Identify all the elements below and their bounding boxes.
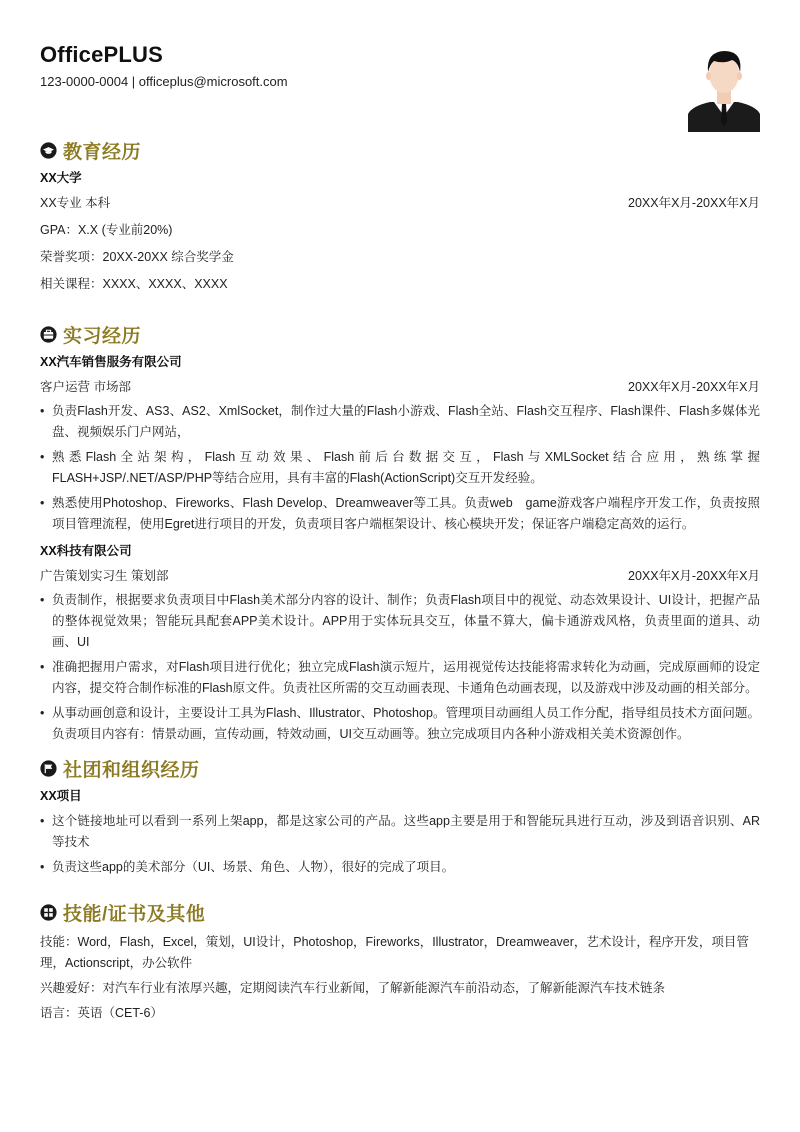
job-entry — [40, 539, 760, 745]
hobbies-line: 兴趣爱好：对汽车行业有浓厚兴趣，定期阅读汽车行业新闻，了解新能源汽车前沿动态，了解新能源汽车技术链条 — [40, 981, 666, 995]
major: XX专业 本科 — [40, 196, 111, 210]
job-role: 客户运营 市场部 — [40, 380, 131, 394]
gpa: GPA：X.X (专业前20%) — [40, 223, 173, 237]
clubs-title: 社团和组织经历 — [63, 759, 200, 781]
clubs-section — [40, 754, 760, 882]
education-dates: 20XX年X月-20XX年X月 — [628, 196, 760, 210]
bullet-item: • 熟悉使用Photoshop、Fireworks、Flash Develop、Dreamweaver等工具。负责web game游戏客户端程序开发工作，负责按照项目管理流程，使用Egret进行项目的开发，负责项目客户端框架设计、核心模块开发；保证客户端稳定高效的运行。 — [40, 493, 760, 535]
bullet-item: • 负责制作，根据要求负责项目中Flash美术部分内容的设计、制作；负责Flash项目中的视觉、动态效果设计、UI设计，把握产品的整体视觉效果；智能玩具配套APP美术设计。APP用于实体玩具交互，体量不算大，偏卡通游戏风格，负责里面的道具、动画、UI — [40, 590, 760, 653]
bullet-item: • 准确把握用户需求，对Flash项目进行优化；独立完成Flash演示短片，运用视觉传达技能将需求转化为动画，完成原画师的设定内容，提交符合制作标准的Flash原文件。负责社区所需的交互动画表现、卡通角色动画表现，以及游戏中涉及动画的相关部分。 — [40, 657, 760, 699]
skills-section — [40, 898, 760, 1028]
internship-title: 实习经历 — [63, 325, 142, 347]
project-name: XX项目 — [40, 789, 82, 803]
clubs-header — [40, 754, 760, 782]
avatar-photo — [688, 40, 760, 132]
education-section — [40, 136, 760, 298]
candidate-name: OfficePLUS — [40, 42, 164, 67]
flag-icon — [40, 760, 57, 777]
job-bullets — [40, 401, 760, 535]
grid-icon — [40, 904, 57, 921]
skills-line: 技能：Word，Flash，Excel，策划，UI设计，Photoshop，Fireworks，Illustrator，Dreamweaver，艺术设计，程序开发，项目管理，Actionscript，办公软件 — [40, 935, 749, 970]
job-dates: 20XX年X月-20XX年X月 — [628, 569, 760, 583]
job-dates: 20XX年X月-20XX年X月 — [628, 380, 760, 394]
job-bullets — [40, 590, 760, 745]
skills-header — [40, 898, 760, 926]
language-line: 语言：英语（CET-6） — [40, 1006, 163, 1020]
skills-title: 技能/证书及其他 — [63, 903, 206, 925]
honors: 荣誉奖项：20XX-20XX 综合奖学金 — [40, 250, 234, 264]
school-name: XX大学 — [40, 171, 82, 185]
bullet-item: • 负责Flash开发、AS3、AS2、XmlSocket，制作过大量的Flash小游戏、Flash全站、Flash交互程序、Flash课件、Flash多媒体光盘、视频娱乐门户网站， — [40, 401, 760, 443]
job-row — [40, 374, 760, 401]
job-row — [40, 563, 760, 590]
clubs-bullets — [40, 811, 760, 878]
bullet-item: • 负责这些app的美术部分（UI、场景、角色、人物），很好的完成了项目。 — [40, 857, 760, 878]
company-name: XX汽车销售服务有限公司 — [40, 355, 182, 369]
courses: 相关课程：XXXX、XXXX、XXXX — [40, 277, 228, 291]
job-role: 广告策划实习生 策划部 — [40, 569, 169, 583]
education-row — [40, 190, 760, 217]
company-name: XX科技有限公司 — [40, 544, 132, 558]
bullet-item: • 从事动画创意和设计，主要设计工具为Flash、Illustrator、Photoshop。管理项目动画组人员工作分配，指导组员技术方面问题。负责项目内容有：情景动画，宣传动画，特效动画，UI交互动画等。独立完成项目内各种小游戏相关美术资源创作。 — [40, 703, 760, 745]
contact-info: 123-0000-0004 | officeplus@microsoft.com — [40, 74, 288, 89]
bullet-item: • 熟悉Flash全站架构，Flash互动效果、Flash前后台数据交互，Flash与XMLSocket结合应用，熟练掌握FLASH+JSP/.NET/ASP/PHP等结合应用，具有丰富的Flash(ActionScript)交互开发经验。 — [40, 447, 760, 489]
job-entry — [40, 350, 760, 535]
briefcase-icon — [40, 326, 57, 343]
education-header — [40, 136, 760, 164]
internship-header — [40, 320, 760, 348]
education-title: 教育经历 — [63, 141, 142, 163]
internship-section — [40, 320, 760, 749]
bullet-item: • 这个链接地址可以看到一系列上架app，都是这家公司的产品。这些app主要是用于和智能玩具进行互动，涉及到语音识别、AR等技术 — [40, 811, 760, 853]
graduation-cap-icon — [40, 142, 57, 159]
